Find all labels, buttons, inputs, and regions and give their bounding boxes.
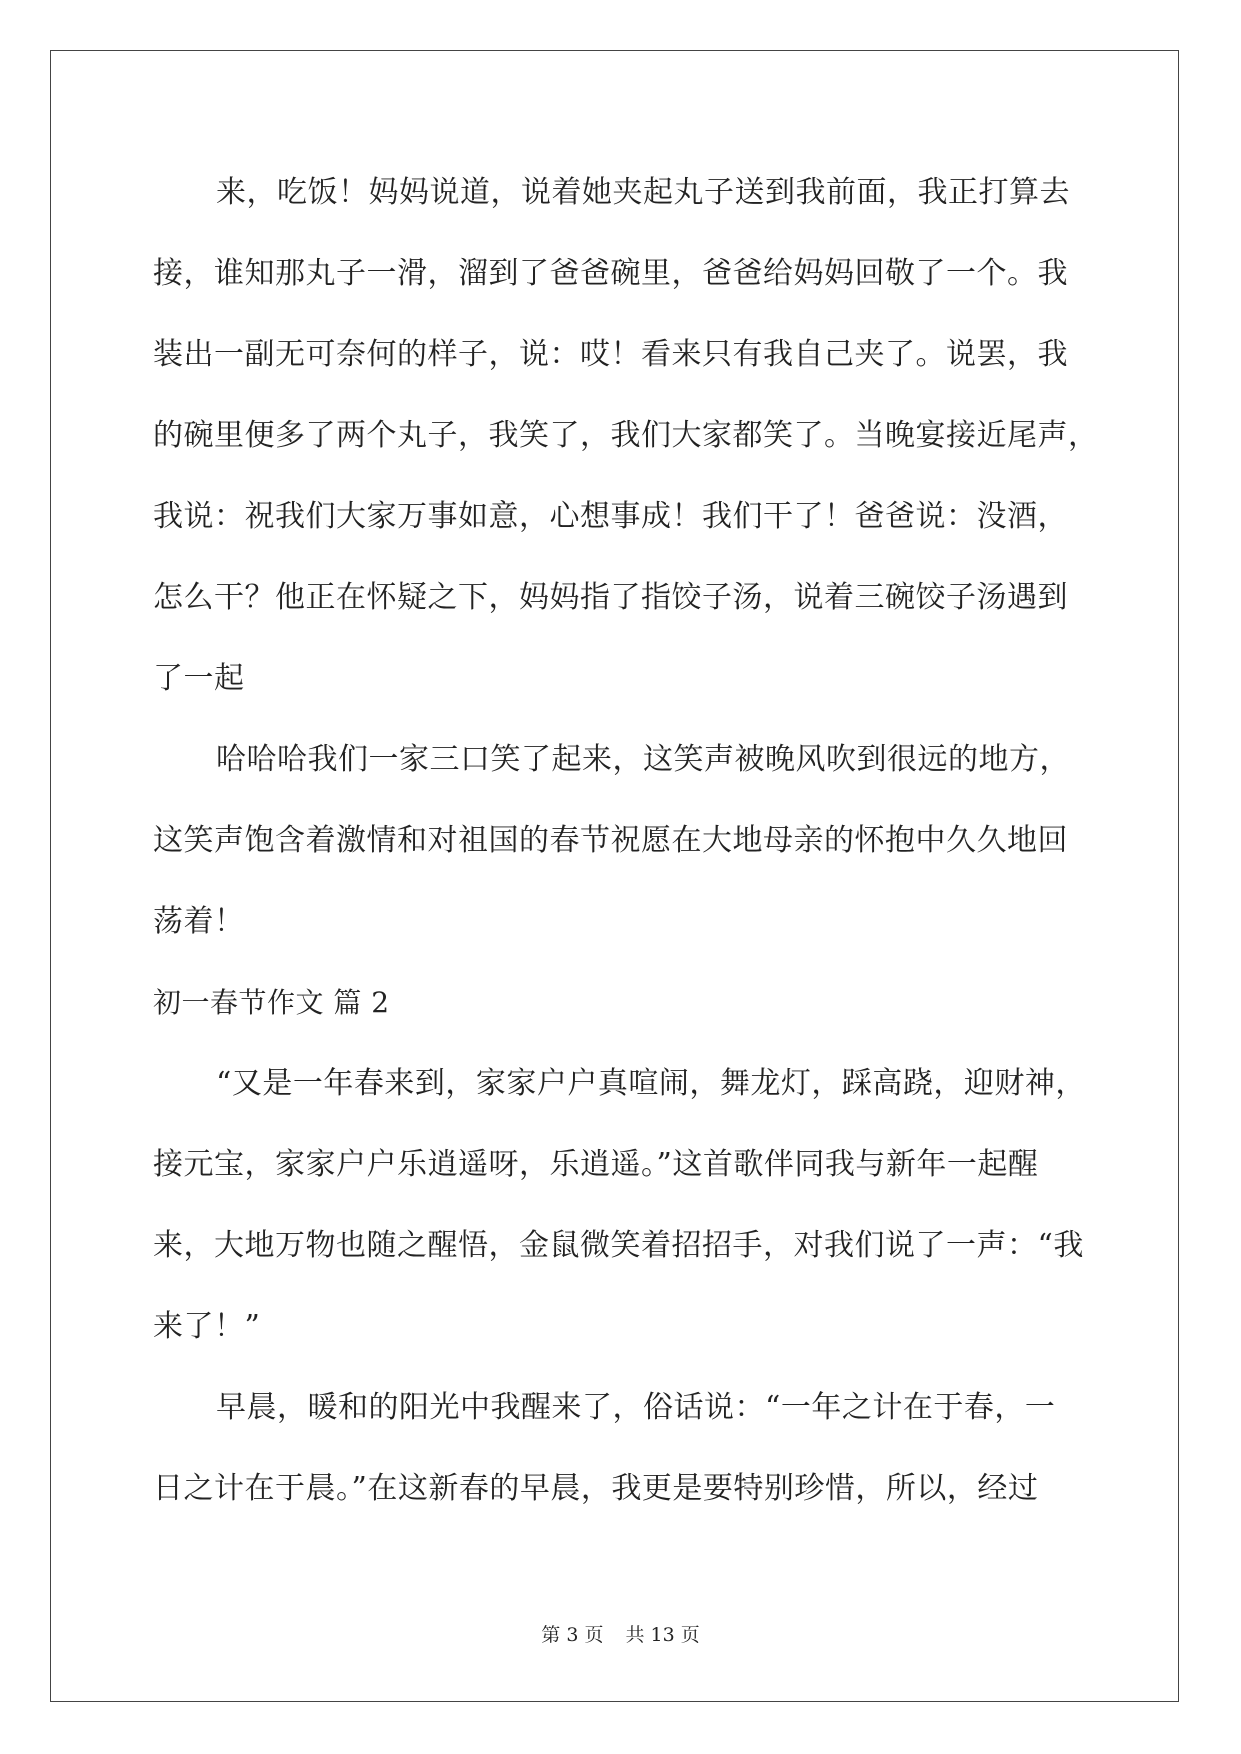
text-line: 日之计在于晨。”在这新春的早晨，我更是要特别珍惜，所以，经过 — [153, 1471, 1039, 1506]
text-line: 了一起 — [153, 661, 245, 696]
text-line: 的碗里便多了两个丸子，我笑了，我们大家都笑了。当晚宴接近尾声， — [153, 418, 1099, 453]
section-heading: 初一春节作文 篇 2 — [153, 986, 390, 1019]
text-line: 来，吃饭！妈妈说道，说着她夹起丸子送到我前面，我正打算去 — [216, 175, 1070, 210]
text-line: 这笑声饱含着激情和对祖国的春节祝愿在大地母亲的怀抱中久久地回 — [153, 823, 1068, 858]
text-line: 早晨，暖和的阳光中我醒来了，俗话说：“一年之计在于春，一 — [216, 1390, 1056, 1425]
page-border — [50, 50, 1179, 1702]
text-line: 荡着！ — [153, 904, 245, 939]
text-line: 接元宝，家家户户乐逍遥呀，乐逍遥。”这首歌伴同我与新年一起醒 — [153, 1147, 1039, 1182]
text-line: 怎么干？他正在怀疑之下，妈妈指了指饺子汤，说着三碗饺子汤遇到 — [153, 580, 1068, 615]
text-line: “又是一年春来到，家家户户真喧闹，舞龙灯，踩高跷，迎财神， — [216, 1066, 1086, 1101]
page-number-current: 第 3 页 — [541, 1624, 604, 1646]
text-line: 我说：祝我们大家万事如意，心想事成！我们干了！爸爸说：没酒， — [153, 499, 1068, 534]
text-line: 哈哈哈我们一家三口笑了起来，这笑声被晚风吹到很远的地方， — [216, 742, 1070, 777]
text-line: 来了！” — [153, 1309, 261, 1344]
page-number-total: 共 13 页 — [625, 1624, 700, 1646]
text-line: 来，大地万物也随之醒悟，金鼠微笑着招招手，对我们说了一声：“我 — [153, 1228, 1084, 1263]
text-line: 装出一副无可奈何的样子，说：哎！看来只有我自己夹了。说罢，我 — [153, 337, 1068, 372]
text-line: 接，谁知那丸子一滑，溜到了爸爸碗里，爸爸给妈妈回敬了一个。我 — [153, 256, 1068, 291]
page-footer — [0, 1622, 1241, 1648]
